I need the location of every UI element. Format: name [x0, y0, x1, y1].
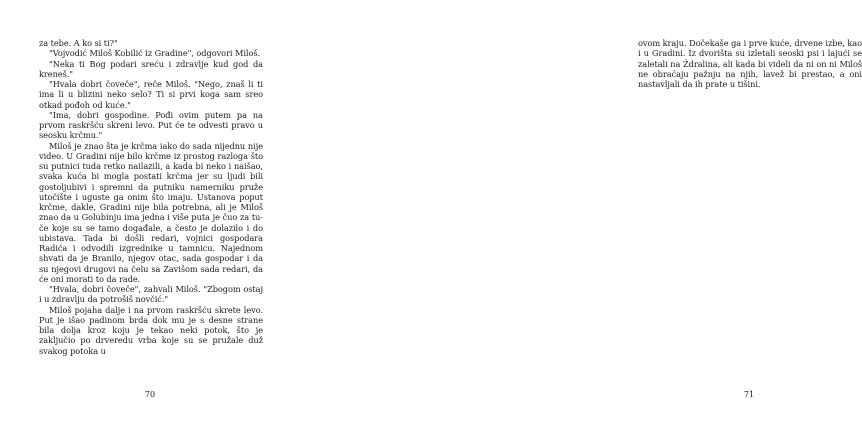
left-page-text: [39, 38, 263, 356]
paragraph: "Hvala dobri čoveče", reče Miloš. "Nego, znaš li ti ima li u blizini neko selo? Ti si prvi koga sam sreo otkad pođoh od kuće.": [39, 79, 263, 110]
paragraph: Miloš pojaha dalje i na prvom raskršću skrete levo. Put je išao padinom brda dok mu je s desne strane bila dolja kroz koju je tekao neki potok, što je zaključio po drveredu vrba koje su se pružale duž svakog potoka u: [39, 304, 263, 356]
paragraph: "Hvala, dobri čoveče", zahvali Miloš. "Zbogom ostaj i u zdravlju da potrošiš novčić.": [39, 284, 263, 305]
paragraph: za tebe. A ko si ti?": [39, 38, 118, 48]
page-number: 71: [743, 390, 755, 399]
paragraph: ovom kraju. Dočekaše ga i prve kuće, drvene izbe, kao i u Gradini. Iz dvorišta su izletali seoski psi i lajući se zaletali na Ždralina, ali kada bi videli da ni on ni Miloš ne obraćaju pažnju na njih, lavež bi prestao, a oni nastavljali da ih prate u tišini.: [638, 38, 862, 89]
paragraph: "Neka ti Bog podari sreću i zdravlje kud god da kreneš.": [39, 58, 263, 79]
paragraph: "Ima, dobri gospodine. Pođi ovim putem pa na prvom raskršću skreni levo. Put će te odvesti pravo u seosku krčmu.": [39, 109, 263, 141]
paragraph: "Vojvodić Miloš Kobilić iz Gradine", odgovori Miloš.: [49, 48, 261, 59]
right-page: [300, 0, 862, 424]
left-page: [0, 0, 300, 424]
right-page-text: [638, 38, 862, 89]
paragraph: Miloš je znao šta je krčma iako do sada nijednu nije video. U Gradini nije bilo krčme iz prostog razloga što su putnici tuda retko nailazili, a kada bi neko i naišao, svaka kuća bi mogla postati krčma jer su ljudi bili gostoljubivi i spremni da putniku namerniku pruže utočište i uguste ga onim što imaju. Ustanova poput krčme, dakle, Gradini nije bila potrebna, ali je Miloš znao da u Golubinju ima jedna i više puta je čuo za tu-če koje su se tamo događale, a često je dolazilo i do ubistava. Tada bi došli redari, vojnici gospodara Radića i odvodili izgrednike u tamnicu. Najednom shvati da je Branilo, njegov otac, sada gospodar i da su njegovi drugovi na čelu sa Zavišom sada redari, da će oni morati to da rade.: [39, 140, 263, 284]
page-number: 70: [144, 390, 156, 399]
